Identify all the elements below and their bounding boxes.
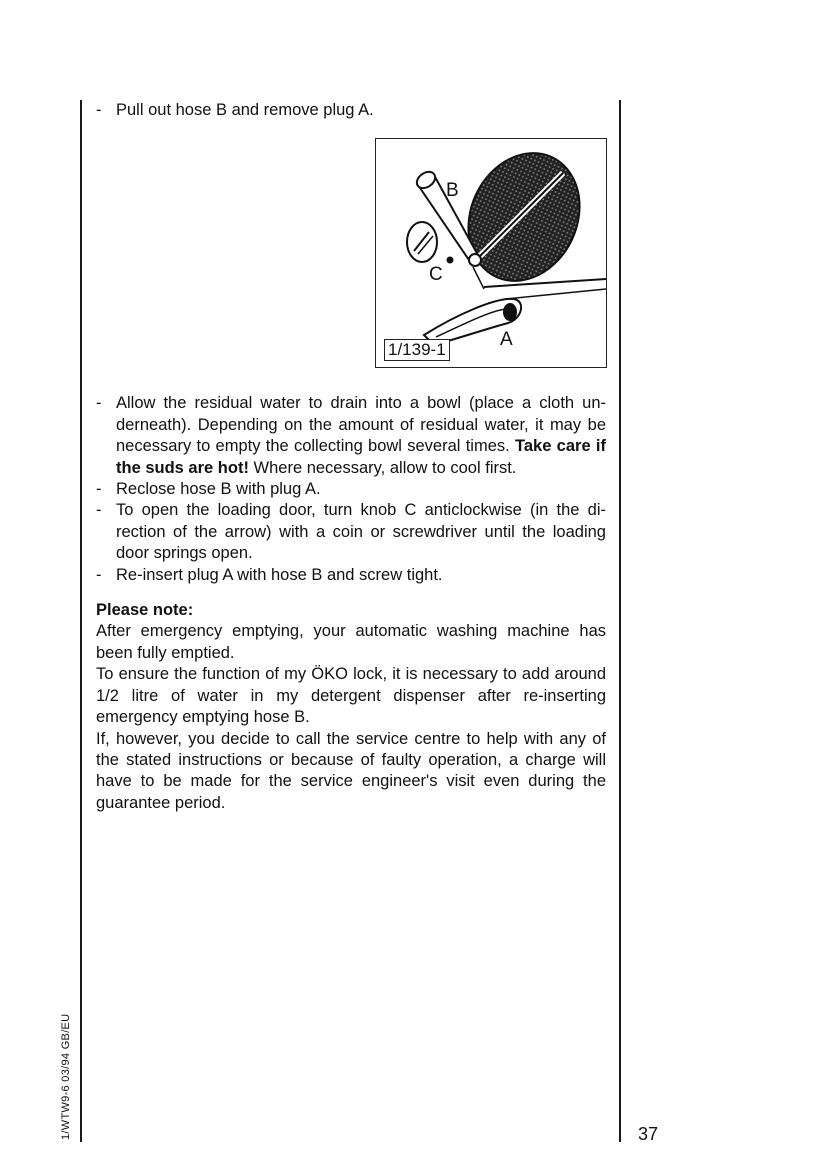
knob-c-pointer: [447, 257, 454, 264]
step-dash: -: [96, 101, 102, 119]
warning-text: Take care if the suds are hot!: [116, 437, 606, 477]
callout-c: C: [429, 264, 443, 285]
step-text: To open the loading door, turn knob C anticlockwise (in the di-rection of the arrow) with a coin or screwdriver until the loading door springs open.: [116, 501, 606, 563]
right-margin-rule: [619, 100, 621, 1142]
step-text: [116, 393, 606, 479]
hose-connector-line: [473, 267, 484, 289]
plug-a-end-shape: [503, 303, 517, 321]
callout-b: B: [446, 180, 459, 201]
callout-a: A: [500, 329, 513, 350]
hose-plug-drawing: [376, 139, 606, 367]
note-heading: Please note:: [96, 601, 194, 620]
step-dash: -: [96, 394, 102, 413]
step-dash: -: [96, 565, 102, 584]
step-drain-water: [96, 393, 606, 479]
step-text-part: Allow the residual water to drain into a bowl (place a cloth un-derneath). Depending on the amount of residual water, it may be necessary to empty the collecting bowl several times.: [116, 394, 606, 456]
note-paragraph: If, however, you decide to call the service centre to help with any of the stated instructions or because of faulty operation, a charge will have to be made for the service engineer's visit even during the guarantee period.: [96, 729, 606, 812]
step-text: Reclose hose B with plug A.: [116, 480, 321, 499]
hose-b-joint-shape: [469, 254, 481, 266]
step-reinsert-plug: [96, 565, 606, 586]
page-number: 37: [638, 1124, 659, 1144]
step-text: Re-insert plug A with hose B and screw tight.: [116, 565, 443, 584]
step-reclose-hose: [96, 479, 606, 500]
step-text-part: Where necessary, allow to cool first.: [248, 458, 517, 477]
step-open-door: [96, 500, 606, 564]
drain-opening-shape: [448, 139, 600, 299]
step-text: Pull out hose B and remove plug A.: [116, 101, 374, 119]
housing-edge-line: [506, 289, 606, 299]
note-paragraph: After emergency emptying, your automatic washing machine has been fully emptied.: [96, 622, 606, 662]
document-code: 1/WTW9-6 03/94 GB/EU: [60, 1013, 72, 1140]
step-dash: -: [96, 501, 102, 520]
note-paragraph: To ensure the function of my ÖKO lock, it is necessary to add around 1/2 litre of water in my detergent dispenser after re-inserting emergency emptying hose B.: [96, 665, 606, 727]
step-dash: -: [96, 480, 102, 499]
hose-plug-illustration: [375, 138, 607, 368]
step-pull-out-hose: [96, 100, 606, 121]
figure-label: 1/139-1: [384, 339, 450, 361]
left-margin-rule: [80, 100, 82, 1142]
